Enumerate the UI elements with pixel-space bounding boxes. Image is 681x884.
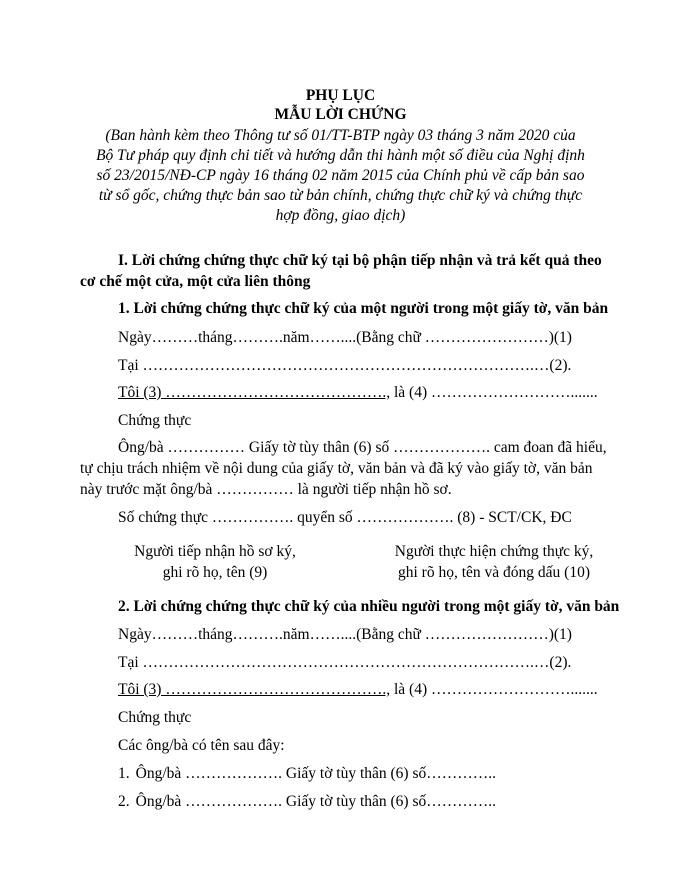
place-line-2: Tại ………………………………………………………………….…(2). (118, 654, 572, 671)
form-title: MẪU LỜI CHỨNG (274, 106, 407, 123)
issuance-note-line-5: hợp đồng, giao dịch) (275, 207, 406, 224)
subsection-2-heading: 2. Lời chứng chứng thực chữ ký của nhiều người trong một giấy tờ, văn bản (118, 598, 620, 615)
certifier-title-field: là (4) ………………………....... (390, 384, 598, 401)
certify-label-2: Chứng thực (118, 709, 192, 726)
certify-label: Chứng thực (118, 412, 192, 429)
certifier-sign-note: ghi rõ họ, tên và đóng dấu (10) (398, 564, 590, 581)
certifier-title-field-2: là (4) ………………………....... (390, 681, 598, 698)
signer-item-number: 1. (118, 765, 130, 782)
section-1-heading-line-2: cơ chế một cửa, một cửa liên thông (80, 273, 311, 290)
section-1-heading-line-1: I. Lời chứng chứng thực chữ ký tại bộ phận tiếp nhận và trả kết quả theo (118, 252, 602, 269)
body-line-3: này trước mặt ông/bà …………… là người tiếp nhận hồ sơ. (80, 481, 452, 498)
signer-item (118, 792, 496, 812)
issuance-note-line-4: từ sổ gốc, chứng thực bản sao từ bản chính, chứng thực chữ ký và chứng thực (98, 187, 583, 204)
body-line-2: tự chịu trách nhiệm về nội dung của giấy tờ, văn bản và đã ký vào giấy tờ, văn bản (80, 460, 593, 477)
certifier-line-2 (118, 680, 598, 700)
place-line: Tại ………………………………………………………………….…(2). (118, 357, 572, 374)
subsection-1-heading: 1. Lời chứng chứng thực chữ ký của một người trong một giấy tờ, văn bản (118, 300, 609, 317)
signer-item (118, 764, 496, 784)
issuance-note-line-1: (Ban hành kèm theo Thông tư số 01/TT-BTP ngày 03 tháng 3 năm 2020 của (105, 127, 576, 144)
certifier-line (118, 383, 598, 403)
body-line-1: Ông/bà …………… Giấy tờ tùy thân (6) số ………………. cam đoan đã hiểu, (118, 439, 607, 456)
receiver-sign-label: Người tiếp nhận hồ sơ ký, (134, 543, 296, 560)
certifier-sign-label: Người thực hiện chứng thực ký, (394, 543, 594, 560)
certifier-name-field-2: Tôi (3) ……………………………………., (118, 681, 391, 698)
certification-number-line: Số chứng thực ……………. quyển số ………………. (8) - SCT/CK, ĐC (118, 509, 572, 526)
date-line: Ngày………tháng……….năm……....(Bằng chữ ……………………)(1) (118, 329, 572, 346)
issuance-note-line-3: số 23/2015/NĐ-CP ngày 16 tháng 02 năm 2015 của Chính phủ về cấp bản sao (96, 167, 585, 184)
receiver-sign-note: ghi rõ họ, tên (9) (162, 564, 268, 581)
signer-item-text: Ông/bà ………………. Giấy tờ tùy thân (6) số………….. (135, 765, 496, 782)
date-line-2: Ngày………tháng……….năm……....(Bằng chữ ……………………)(1) (118, 626, 572, 643)
signer-item-text: Ông/bà ………………. Giấy tờ tùy thân (6) số………….. (135, 793, 496, 810)
certifier-name-field: Tôi (3) ……………………………………., (118, 384, 391, 401)
signer-item-number: 2. (118, 793, 130, 810)
issuance-note-line-2: Bộ Tư pháp quy định chi tiết và hướng dẫn thi hành một số điều của Nghị định (96, 147, 585, 164)
signers-intro: Các ông/bà có tên sau đây: (118, 737, 285, 754)
appendix-title: PHỤ LỤC (305, 87, 376, 104)
